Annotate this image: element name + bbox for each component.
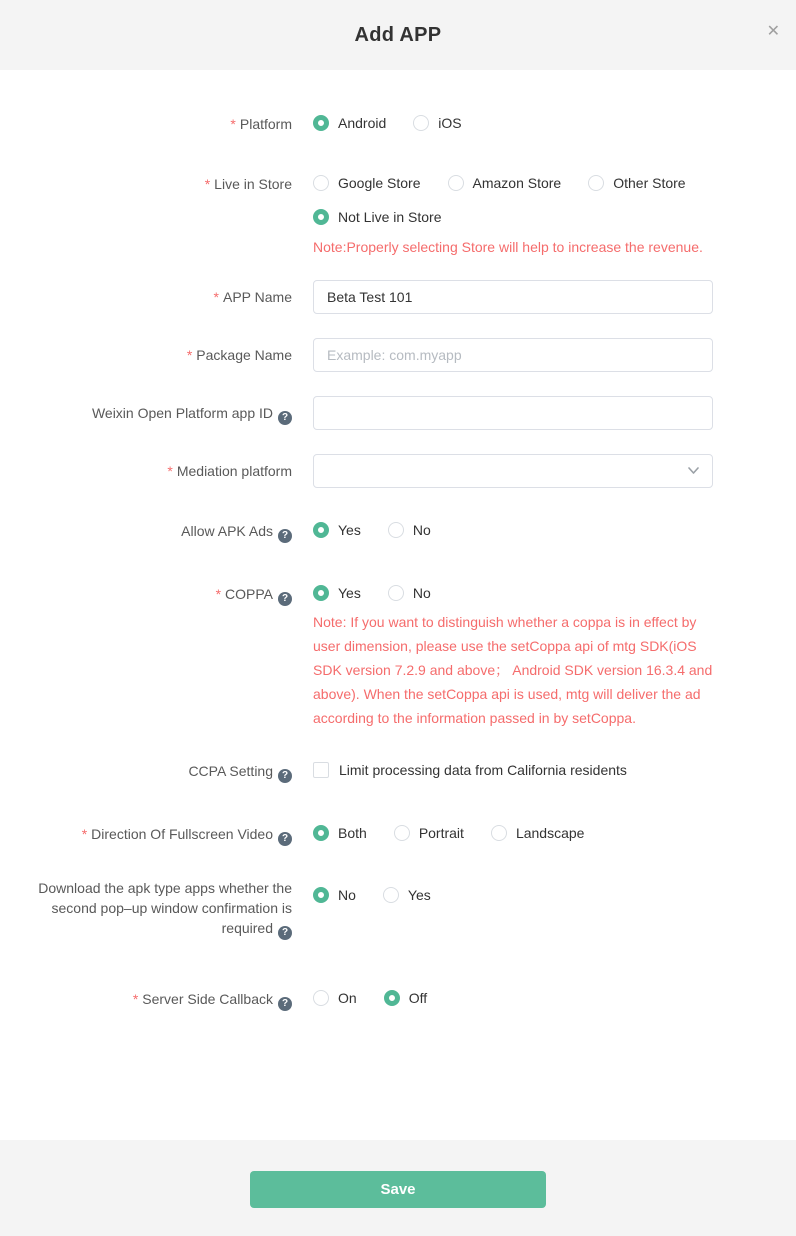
modal-title: Add APP [354, 23, 442, 46]
form-item-allow-apk-ads [0, 522, 796, 543]
radio-direction-both[interactable] [313, 825, 367, 841]
store-radio-row1 [313, 175, 733, 191]
ccpa-setting-label-text: CCPA Setting [188, 763, 273, 779]
required-asterisk: * [167, 463, 173, 479]
radio-other-store-label: Other Store [613, 175, 686, 191]
server-side-callback-label-text: Server Side Callback [142, 991, 273, 1007]
radio-ios-label: iOS [438, 115, 462, 131]
form-item-direction [0, 825, 796, 846]
required-asterisk: * [186, 347, 193, 363]
radio-allow-apk-yes[interactable] [313, 522, 361, 538]
radio-callback-on-label: On [338, 990, 357, 1006]
form-item-apk-download-confirm [0, 878, 796, 940]
direction-label-text: Direction Of Fullscreen Video [91, 826, 273, 842]
radio-direction-landscape[interactable] [491, 825, 585, 841]
platform-radio-group [313, 115, 733, 131]
radio-android-label: Android [338, 115, 387, 131]
live-in-store-label-text: Live in Store [214, 176, 292, 192]
radio-ios[interactable] [413, 115, 461, 131]
radio-coppa-no[interactable] [388, 585, 431, 601]
radio-callback-on[interactable] [313, 990, 357, 1006]
radio-not-live-in-store-label: Not Live in Store [338, 209, 442, 225]
package-name-input[interactable] [313, 338, 713, 372]
help-icon[interactable]: ? [278, 592, 292, 606]
weixin-app-id-control [313, 396, 733, 430]
help-icon[interactable]: ? [278, 997, 292, 1011]
radio-unselected-icon [413, 115, 429, 131]
help-icon[interactable]: ? [278, 529, 292, 543]
radio-other-store[interactable] [588, 175, 685, 191]
store-radio-row2 [313, 209, 733, 225]
radio-selected-icon [384, 990, 400, 1006]
app-name-control [313, 280, 733, 314]
form-item-ccpa-setting [0, 762, 796, 783]
platform-label [0, 115, 313, 133]
app-name-input[interactable] [313, 280, 713, 314]
ccpa-checkbox-label: Limit processing data from California residents [339, 762, 627, 778]
radio-selected-icon [313, 585, 329, 601]
radio-google-store[interactable] [313, 175, 421, 191]
radio-selected-icon [313, 887, 329, 903]
radio-unselected-icon [388, 522, 404, 538]
radio-android[interactable] [313, 115, 386, 131]
radio-unselected-icon [313, 990, 329, 1006]
radio-unselected-icon [491, 825, 507, 841]
radio-apk-confirm-no[interactable] [313, 887, 356, 903]
radio-direction-both-label: Both [338, 825, 367, 841]
coppa-radio-group [313, 585, 733, 601]
required-asterisk: * [213, 289, 219, 305]
close-icon[interactable]: ✕ [766, 23, 780, 40]
required-asterisk: * [81, 826, 88, 842]
mediation-platform-label-text: Mediation platform [176, 463, 292, 479]
radio-amazon-store[interactable] [448, 175, 562, 191]
add-app-form [0, 70, 796, 1140]
radio-google-store-label: Google Store [338, 175, 421, 191]
radio-direction-portrait-label: Portrait [418, 825, 464, 841]
save-button[interactable]: Save [250, 1171, 546, 1208]
live-in-store-label [0, 175, 313, 260]
allow-apk-ads-radio-group [313, 522, 733, 538]
mediation-platform-control [313, 454, 733, 488]
help-icon[interactable]: ? [278, 769, 292, 783]
radio-callback-off-label: Off [408, 990, 428, 1006]
coppa-label-text: COPPA [225, 586, 273, 602]
radio-apk-confirm-yes[interactable] [383, 887, 431, 903]
direction-radio-group [313, 825, 733, 841]
form-item-weixin-app-id [0, 396, 796, 430]
form-item-platform [0, 115, 796, 133]
required-asterisk: * [215, 586, 222, 602]
weixin-app-id-input[interactable] [313, 396, 713, 430]
radio-coppa-no-label: No [412, 585, 431, 601]
live-in-store-control [313, 175, 733, 260]
help-icon[interactable]: ? [278, 832, 292, 846]
server-side-callback-label [0, 990, 313, 1011]
platform-label-text: Platform [239, 116, 292, 132]
form-item-app-name [0, 280, 796, 314]
radio-apk-confirm-yes-label: Yes [407, 887, 431, 903]
radio-allow-apk-yes-label: Yes [338, 522, 361, 538]
radio-selected-icon [313, 115, 329, 131]
apk-download-confirm-label-text: Download the apk type apps whether the second pop–up window confirmation is required [38, 880, 292, 936]
apk-download-confirm-label [0, 878, 313, 940]
radio-unselected-icon [313, 175, 329, 191]
weixin-app-id-label-text: Weixin Open Platform app ID [91, 405, 273, 421]
modal-header [0, 0, 796, 70]
required-asterisk: * [230, 116, 236, 132]
radio-unselected-icon [383, 887, 399, 903]
radio-coppa-yes-label: Yes [338, 585, 361, 601]
server-side-callback-control [313, 990, 733, 1011]
required-asterisk: * [204, 176, 211, 192]
ccpa-setting-label [0, 762, 313, 783]
radio-amazon-store-label: Amazon Store [472, 175, 562, 191]
checkbox-unchecked-icon [313, 762, 329, 778]
app-name-label-text: APP Name [223, 289, 292, 305]
form-item-package-name [0, 338, 796, 372]
radio-direction-portrait[interactable] [394, 825, 464, 841]
coppa-note: Note: If you want to distinguish whether a coppa is in effect by user dimension, please use the setCoppa api of mtg SDK(iOS SDK version 7.2.9 and above； Android SDK version 16.3.4 and above). When the setCoppa api is used, mtg will deliver the ad according to the information passed in by setCoppa. [313, 614, 713, 726]
store-note: Note:Properly selecting Store will help to increase the revenue. [313, 239, 703, 255]
form-item-coppa [0, 585, 796, 730]
mediation-platform-select[interactable] [313, 454, 713, 488]
radio-selected-icon [313, 825, 329, 841]
radio-direction-landscape-label: Landscape [515, 825, 585, 841]
coppa-control [313, 585, 733, 730]
help-icon[interactable]: ? [278, 411, 292, 425]
radio-selected-icon [313, 209, 329, 225]
apk-download-confirm-control [313, 878, 733, 940]
help-icon[interactable]: ? [278, 926, 292, 940]
required-asterisk: * [132, 991, 139, 1007]
form-item-live-in-store [0, 175, 796, 260]
radio-unselected-icon [388, 585, 404, 601]
app-name-label [0, 280, 313, 314]
ccpa-setting-control [313, 762, 733, 783]
server-side-callback-radio-group [313, 990, 733, 1006]
radio-callback-off[interactable] [384, 990, 427, 1006]
allow-apk-ads-label-text: Allow APK Ads [181, 523, 273, 539]
direction-label [0, 825, 313, 846]
package-name-control [313, 338, 733, 372]
platform-control [313, 115, 733, 133]
form-item-server-side-callback [0, 990, 796, 1011]
radio-unselected-icon [448, 175, 464, 191]
mediation-platform-label [0, 454, 313, 488]
weixin-app-id-label [0, 396, 313, 430]
apk-download-confirm-radio-group [313, 887, 733, 903]
ccpa-checkbox-option[interactable] [313, 762, 627, 778]
radio-unselected-icon [394, 825, 410, 841]
form-item-mediation-platform [0, 454, 796, 488]
package-name-label-text: Package Name [196, 347, 292, 363]
radio-coppa-yes[interactable] [313, 585, 361, 601]
coppa-label [0, 585, 313, 730]
allow-apk-ads-label [0, 522, 313, 543]
radio-allow-apk-no[interactable] [388, 522, 431, 538]
radio-apk-confirm-no-label: No [338, 887, 356, 903]
allow-apk-ads-control [313, 522, 733, 543]
modal-footer [0, 1140, 796, 1236]
package-name-label [0, 338, 313, 372]
radio-unselected-icon [588, 175, 604, 191]
chevron-down-icon [688, 467, 699, 475]
radio-allow-apk-no-label: No [412, 522, 431, 538]
radio-not-live-in-store[interactable] [313, 209, 442, 225]
radio-selected-icon [313, 522, 329, 538]
direction-control [313, 825, 733, 846]
